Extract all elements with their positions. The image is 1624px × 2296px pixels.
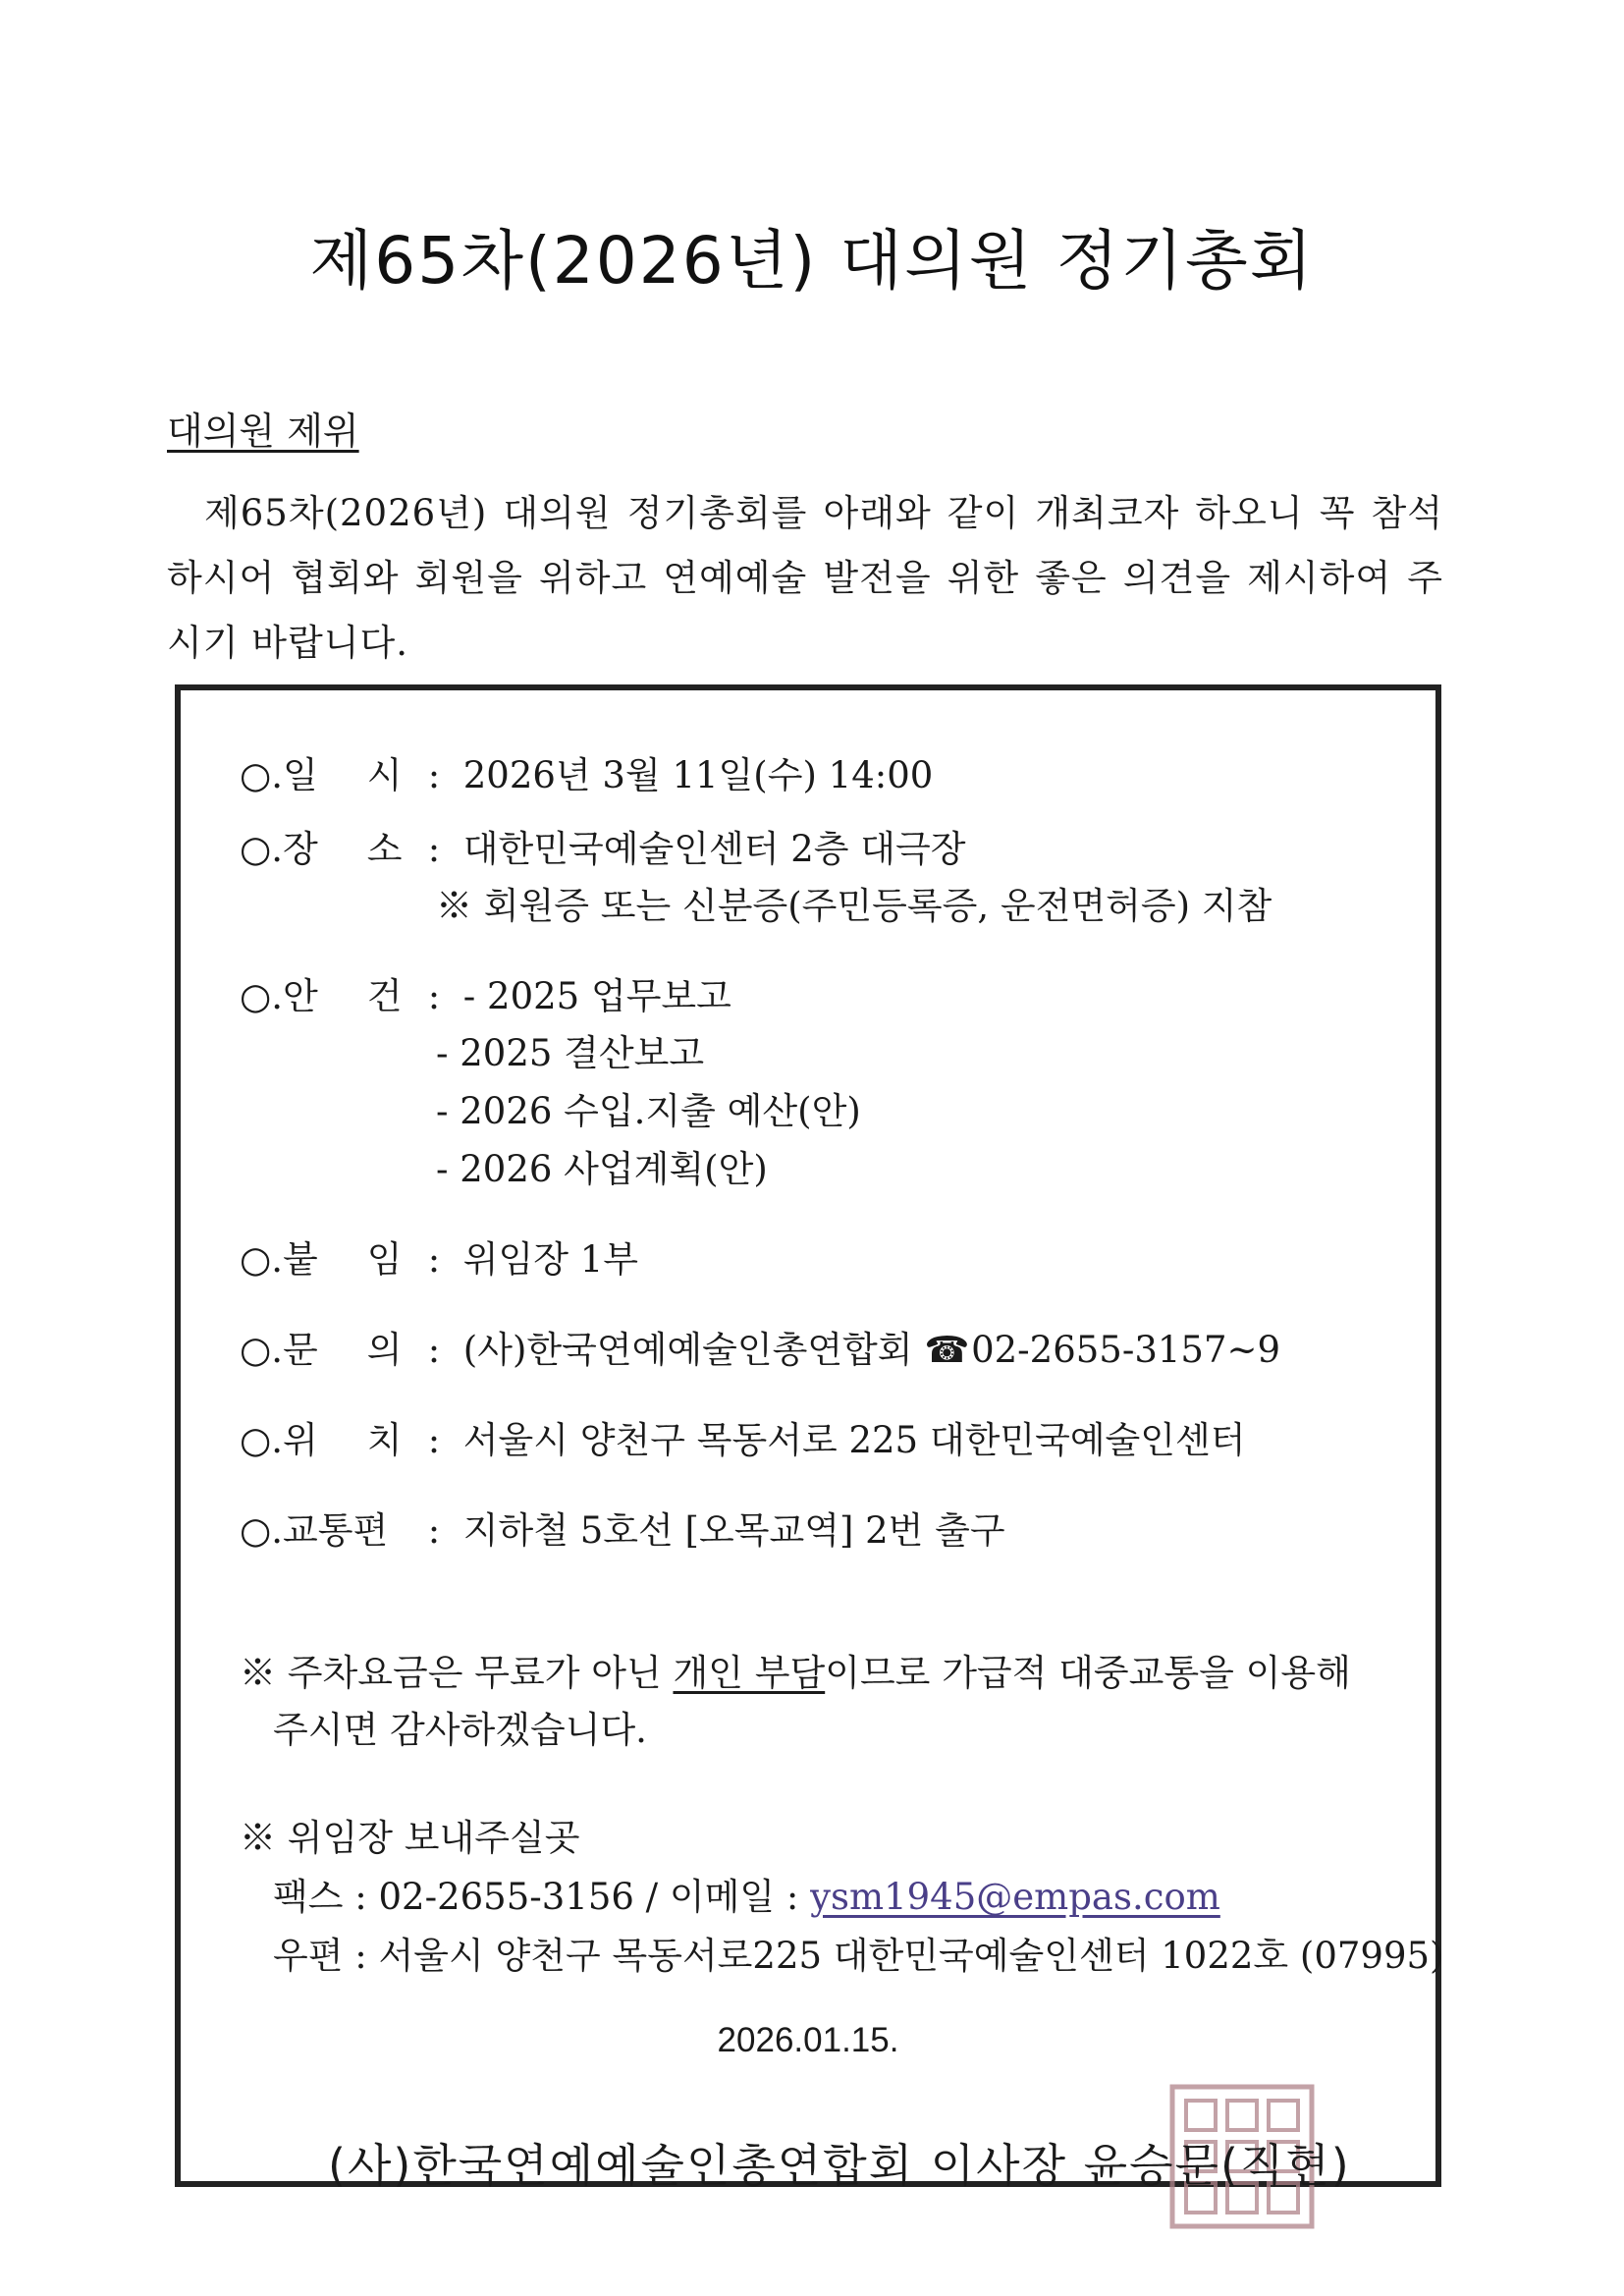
intro-paragraph: 제65차(2026년) 대의원 정기총회를 아래와 같이 개최코자 하오니 꼭 참석하시어 협회와 회원을 위하고 연예예술 발전을 위한 좋은 의견을 제시하여 주시기 바랍니다. — [167, 492, 1443, 664]
schedule-label: ○.일 시 — [240, 754, 403, 796]
proxy-heading: ※ 위임장 보내주실곳 — [240, 1817, 580, 1859]
location-row: ○.위 치 : 서울시 양천구 목동서로 225 대한민국예술인센터 — [240, 1412, 1246, 1469]
parking-note: ※ 주차요금은 무료가 아닌 개인 부담이므로 가급적 대중교통을 이용해 — [240, 1652, 1351, 1694]
inquiry-phone: 02-2655-3157~9 — [971, 1329, 1281, 1371]
phone-icon: ☎ — [924, 1329, 970, 1371]
inquiry-org: (사)한국연예예술인총연합회 — [462, 1329, 913, 1371]
email-link[interactable]: ysm1945@empas.com — [810, 1876, 1220, 1918]
venue-label: ○.장 소 — [240, 828, 403, 870]
attachment-label: ○.붙 임 — [240, 1238, 403, 1281]
venue-value: 대한민국예술인센터 2층 대극장 — [462, 828, 966, 870]
proxy-post: 우편 : 서울시 양천구 목동서로225 대한민국예술인센터 1022호 (07995) — [273, 1935, 1444, 1977]
transport-row: ○.교통편 : 지하철 5호선 [오목교역] 2번 출구 — [240, 1503, 1005, 1559]
inquiry-label: ○.문 의 — [240, 1329, 403, 1371]
fax-number: 02-2655-3156 — [378, 1876, 634, 1918]
issue-date: 2026.01.15. — [717, 2021, 899, 2059]
post-address: 서울시 양천구 목동서로225 대한민국예술인센터 1022호 (07995) — [378, 1935, 1444, 1977]
page-title: 제65차(2026년) 대의원 정기총회 — [309, 223, 1315, 299]
venue-row: ○.장 소 : 대한민국예술인센터 2층 대극장 — [240, 821, 965, 878]
salutation: 대의원 제위 — [167, 410, 359, 453]
transport-label: ○.교통편 — [240, 1509, 389, 1552]
proxy-fax-email: 팩스 : 02-2655-3156 / 이메일 : ysm1945@empas.com — [273, 1876, 1220, 1918]
location-value: 서울시 양천구 목동서로 225 대한민국예술인센터 — [462, 1419, 1246, 1461]
info-box — [175, 684, 1444, 2192]
agenda-item: - 2026 사업계획(안) — [436, 1148, 768, 1190]
schedule-row: ○.일 시 : 2026년 3월 11일(수) 14:00 — [240, 747, 933, 804]
attachment-row: ○.붙 임 : 위임장 1부 — [240, 1231, 638, 1288]
agenda-row: ○.안 건 : - 2025 업무보고 — [240, 968, 731, 1025]
inquiry-row: ○.문 의 : (사)한국연예예술인총연합회 ☎ 02-2655-3157~9 — [240, 1322, 1280, 1379]
location-label: ○.위 치 — [240, 1419, 403, 1461]
transport-value: 지하철 5호선 [오목교역] 2번 출구 — [462, 1509, 1005, 1552]
attachment-value: 위임장 1부 — [462, 1238, 639, 1281]
signature-line: (사)한국연예예술인총연합회 이사장 윤승문(직현) — [328, 2139, 1351, 2192]
personal-burden-text: 개인 부담 — [673, 1652, 826, 1694]
agenda-label: ○.안 건 — [240, 975, 403, 1017]
agenda-item: - 2025 업무보고 — [462, 975, 731, 1017]
schedule-value: 2026년 3월 11일(수) 14:00 — [462, 754, 934, 796]
agenda-item: - 2025 결산보고 — [436, 1032, 705, 1074]
parking-note-line2: 주시면 감사하겠습니다. — [273, 1709, 647, 1751]
agenda-item: - 2026 수입.지출 예산(안) — [436, 1090, 861, 1132]
venue-note: ※ 회원증 또는 신분증(주민등록증, 운전면허증) 지참 — [436, 885, 1272, 927]
